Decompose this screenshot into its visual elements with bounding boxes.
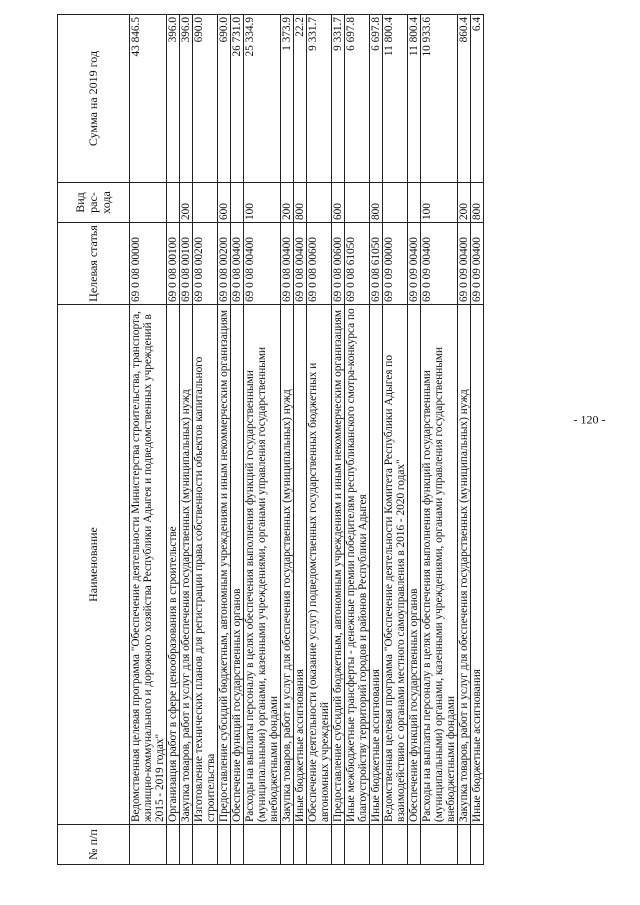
cell-name: Иные межбюджетные трансферты - денежные премии победителям республиканского смотра-конкурса по благоустройству территорий городов и районов Республики Адыгея [345,305,370,825]
cell-name: Закупка товаров, работ и услуг для обеспечения государственных (муниципальных) нужд [180,305,193,825]
cell-num [218,825,231,865]
cell-name: Организация работ в сфере ценообразования в строительстве [167,305,180,825]
cell-vr [231,183,244,223]
cell-code: 69 0 09 00400 [421,223,458,305]
cell-vr [383,183,408,223]
cell-num [244,825,281,865]
cell-sum: 43 846.5 [130,15,167,183]
cell-vr [193,183,218,223]
table-row [167,15,180,865]
table-body [130,15,484,865]
cell-num [281,825,294,865]
cell-sum: 11 800.4 [383,15,408,183]
cell-sum: 396.0 [167,15,180,183]
cell-vr: 200 [281,183,294,223]
cell-sum: 690.0 [218,15,231,183]
cell-num [130,825,167,865]
table-row [345,15,370,865]
cell-name: Ведомственная целевая программа "Обеспечение деятельности Министерства строительства, транспорта, жилищно-коммунального и дорожного хозяйства Республики Адыгея и подведомственных учреждений в 2015 - 2019 годах" [130,305,167,825]
cell-num [231,825,244,865]
cell-sum: 1 373.9 [281,15,294,183]
cell-sum: 22.2 [294,15,307,183]
cell-code: 69 0 09 00400 [471,223,484,305]
column-header-code: Целевая статья [58,223,130,305]
cell-vr [167,183,180,223]
cell-name: Ведомственная целевая программа "Обеспечение деятельности Комитета Республики Адыгея по взаимодействию с органами местного самоуправления в 2016 - 2020 годах" [383,305,408,825]
cell-num [193,825,218,865]
column-header-vr: Вид рас- хода [58,183,130,223]
cell-sum: 9 331.7 [307,15,332,183]
cell-num [408,825,421,865]
cell-name: Закупка товаров, работ и услуг для обеспечения государственных (муниципальных) нужд [458,305,471,825]
cell-name: Расходы на выплаты персоналу в целях обеспечения выполнения функций государственными (муниципальными) органами, казенными учреждениями, органами управления государственными внебюджетными фондами [244,305,281,825]
table-row [231,15,244,865]
cell-num [383,825,408,865]
cell-code: 69 0 08 00100 [180,223,193,305]
cell-sum: 396.0 [180,15,193,183]
cell-sum: 25 334.9 [244,15,281,183]
cell-name: Закупка товаров, работ и услуг для обеспечения государственных (муниципальных) нужд [281,305,294,825]
cell-sum: 11 800.4 [408,15,421,183]
cell-code: 69 0 08 00200 [193,223,218,305]
table-row [408,15,421,865]
cell-num [307,825,332,865]
table-row [307,15,332,865]
cell-num [345,825,370,865]
table-row [458,15,471,865]
cell-name: Предоставление субсидий бюджетным, автономным учреждениям и иным некоммерческим организациям [218,305,231,825]
cell-name: Обеспечение функций государственных органов [408,305,421,825]
cell-vr [345,183,370,223]
table-row [370,15,383,865]
table-row [130,15,167,865]
budget-table [57,14,484,865]
cell-vr: 200 [180,183,193,223]
cell-num [167,825,180,865]
cell-num [421,825,458,865]
cell-vr [307,183,332,223]
table-row [332,15,345,865]
cell-vr: 600 [332,183,345,223]
table-row [193,15,218,865]
cell-name: Иные бюджетные ассигнования [294,305,307,825]
cell-num [370,825,383,865]
cell-code: 69 0 08 00400 [231,223,244,305]
table-header-row [58,15,130,865]
cell-sum: 6.4 [471,15,484,183]
cell-num [294,825,307,865]
cell-code: 69 0 09 00000 [383,223,408,305]
cell-num [471,825,484,865]
cell-sum: 9 331.7 [332,15,345,183]
column-header-name: Наименование [58,305,130,825]
cell-code: 69 0 08 00200 [218,223,231,305]
cell-name: Расходы на выплаты персоналу в целях обеспечения выполнения функций государственными (муниципальными) органами, казенными учреждениями, органами управления государственными внебюджетными фондами [421,305,458,825]
cell-num [458,825,471,865]
cell-code: 69 0 08 61050 [370,223,383,305]
cell-vr: 800 [370,183,383,223]
cell-code: 69 0 09 00400 [408,223,421,305]
cell-sum: 690.0 [193,15,218,183]
table-row [421,15,458,865]
cell-vr: 100 [244,183,281,223]
cell-vr [130,183,167,223]
page-number: - 120 - [573,412,606,427]
cell-name: Иные бюджетные ассигнования [370,305,383,825]
cell-vr: 200 [458,183,471,223]
table-row [294,15,307,865]
cell-sum: 6 697.8 [370,15,383,183]
table-row [218,15,231,865]
cell-name: Иные бюджетные ассигнования [471,305,484,825]
cell-num [180,825,193,865]
column-header-sum: Сумма на 2019 год [58,15,130,183]
cell-code: 69 0 08 00000 [130,223,167,305]
table-row [383,15,408,865]
cell-sum: 10 933.6 [421,15,458,183]
cell-vr: 800 [294,183,307,223]
cell-name: Предоставление субсидий бюджетным, автономным учреждениям и иным некоммерческим организациям [332,305,345,825]
cell-vr: 800 [471,183,484,223]
cell-sum: 860.4 [458,15,471,183]
cell-code: 69 0 08 00600 [332,223,345,305]
cell-sum: 6 697.8 [345,15,370,183]
table-row [471,15,484,865]
cell-code: 69 0 09 00400 [458,223,471,305]
cell-code: 69 0 08 61050 [345,223,370,305]
cell-code: 69 0 08 00400 [244,223,281,305]
cell-num [332,825,345,865]
cell-vr [408,183,421,223]
cell-code: 69 0 08 00100 [167,223,180,305]
table-row [180,15,193,865]
cell-code: 69 0 08 00400 [294,223,307,305]
column-header-num: № п/п [58,825,130,865]
cell-name: Изготовление технических планов для регистрации права собственности объектов капитального строительства [193,305,218,825]
cell-name: Обеспечение функций государственных органов [231,305,244,825]
cell-name: Обеспечение деятельности (оказание услуг) подведомственных государственных бюджетных и автономных учреждений [307,305,332,825]
cell-vr: 600 [218,183,231,223]
table-row [281,15,294,865]
cell-vr: 100 [421,183,458,223]
cell-code: 69 0 08 00600 [307,223,332,305]
cell-sum: 26 731.0 [231,15,244,183]
cell-code: 69 0 08 00400 [281,223,294,305]
table-row [244,15,281,865]
